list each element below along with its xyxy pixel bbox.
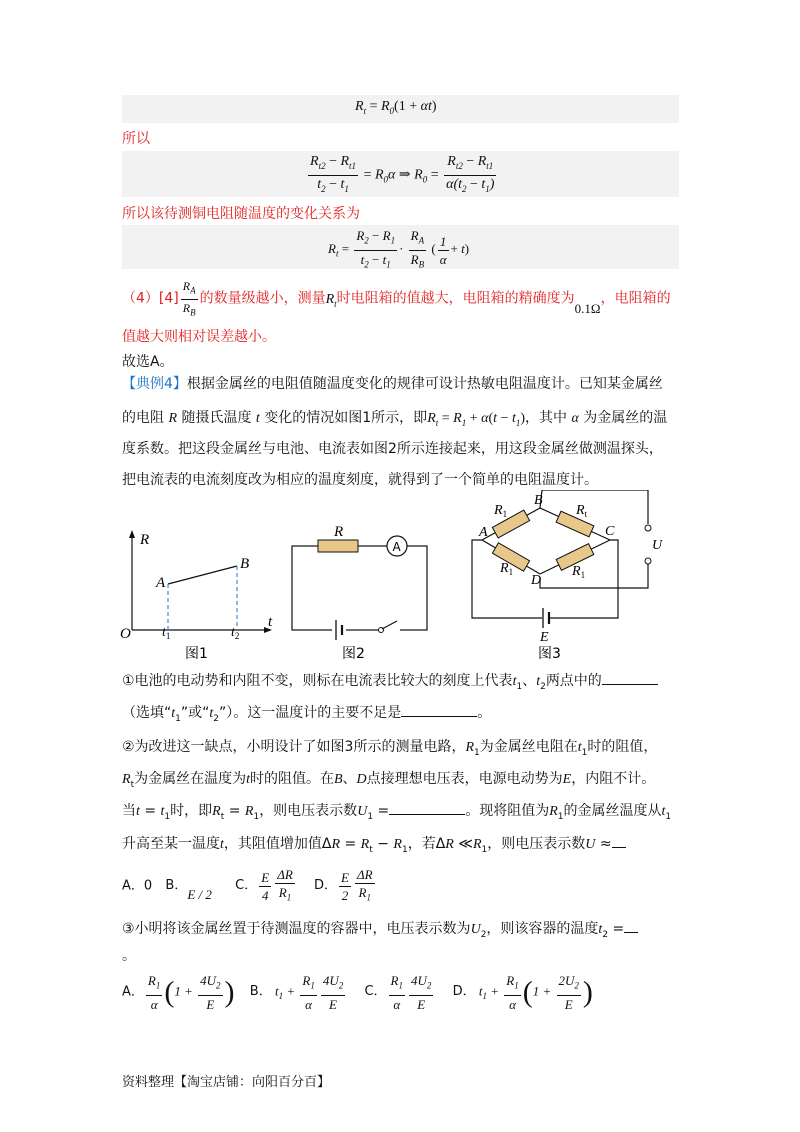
p4-text-b: 的数量级越小，测量 [199,290,326,307]
figure-1 [120,530,273,662]
fig3-rt-label: $R_t$ [576,503,588,519]
option3-a[interactable]: A． [122,984,144,1000]
s2-l3b: 时，即 [170,803,213,819]
s2-l1c: 时的阻值， [587,739,658,755]
p4-label: （4）[4] [122,290,179,307]
text-suoyi: 所以 [122,131,150,147]
s1-e: ”）。这一温度计的主要不足是 [219,705,402,721]
s2-l4a: 升高至某一温度 [122,836,220,852]
options-2: A．0 B．E / 2 C． $\frac{E}{4}$ $\frac{\Delta R}{R_1}$ D． $\frac{E}{2}$ $\frac{\Delta R}{R_1}$ [122,867,373,903]
s2-l1b: 为金属丝电阻在 [479,739,578,755]
option3-c[interactable]: C． [364,984,387,1000]
s2-l3a: 当 [122,803,136,819]
fig2-resistor [318,540,358,552]
p4-text-d: ，电阻箱的 [600,290,671,307]
fig1-t2-label: $t_2$ [231,625,240,641]
fig1-o-label: O [120,626,131,642]
options-3: A． $\frac{R_1}{\alpha}$ (1 + $\frac{4U_2}{E}$ ) B． $t_1$ + $\frac{R_1}{\alpha}$ $\frac{4U_2}{E}$ C． $\frac{R_1}{\alpha}$ $\frac{4U_2}{E}$ D． $t_1$ + $\frac{R_1}{\alpha}$ (1 + $\frac{2U_2}{E}$ ) [122,973,593,1012]
formula-rt-linear: $R_t = R_1 + \alpha(t - t_1)$ [427,411,526,428]
fig1-r-label: R [140,532,150,548]
q-line4: 把电流表的电流刻度改为相应的温度刻度，就得到了一个简单的电阻温度计。 [122,472,598,488]
answer-blank-3[interactable] [389,800,465,815]
s3-period: 。 [122,948,136,964]
q-line1 [122,372,663,396]
s2-l4d: ，则电压表示数 [487,836,586,852]
s2-line3: 当$t = t_1$时，即$R_t = R_1$，则电压表示数$U_1$ = 。现将阻值为$R_1$的金属丝温度从$t_1$ [122,799,671,829]
s2-l3e: 的金属丝温度从 [563,803,662,819]
answer-blank-4[interactable] [612,833,626,848]
text-guxuan: 故选A。 [122,354,174,370]
s1-line1: ①电池的电动势和内阻不变，则标在电流表比较大的刻度上代表$t_1$、$t_2$两点中的 [122,669,658,699]
s2-l2d: ，内阻不计。 [571,771,656,787]
q-l1: 根据金属丝的电阻值随温度变化的规律可设计热敏电阻温度计。已知某金属丝 [186,376,663,392]
figure-2 [292,524,427,662]
s2-l3d: 。现将阻值为 [465,803,550,819]
answer-blank-1[interactable] [602,670,658,685]
option2-a[interactable]: A．0 [122,878,153,894]
figure-3 [472,490,663,662]
q-line2: 的电阻 R 随摄氏温度 t 变化的情况如图1所示，即$R_t = R_1 + \alpha(t - t_1)$，其中 α 为金属丝的温 [122,410,668,428]
fig1-t1-label: $t_1$ [162,625,171,641]
formula-rt-final: $R_t$ = $\frac{R_2 - R_1}{t_2 - t_1}$ · $\frac{R_A}{R_B}$ ( $\frac{1}{\alpha}$ + t) [328,228,470,270]
fig3-r1-top-label: $R_1$ [494,503,508,519]
fig3-r1-left-label: $R_1$ [500,561,514,577]
s2-line1: ②为改进这一缺点，小明设计了如图3所示的测量电路，$R_1$为金属丝电阻在$t_1$时的阻值， [122,739,658,758]
p4-line2: 值越大则相对误差越小。 [122,329,276,345]
s1-a: ①电池的电动势和内阻不变，则标在电流表比较大的刻度上代表 [122,673,513,689]
q-line3: 度系数。把这段金属丝与电池、电流表如图2所示连接起来，用这段金属丝做测温探头， [122,441,663,457]
s2-l4c: ，若 [407,836,436,852]
fig3-r1-right-label: $R_1$ [572,564,586,580]
figures [110,490,670,665]
answer-blank-2[interactable] [401,702,477,717]
s3-line: ③小明将该金属丝置于待测温度的容器中，电压表示数为$U_2$，则该容器的温度$t_2$ = [122,917,638,947]
s2-l2c: 点接理想电压表，电源电动势为 [366,771,563,787]
option3-d[interactable]: D． [452,984,476,1000]
s2-l2b: 时的阻值。在 [249,771,334,787]
fig3-caption: 图3 [538,646,561,662]
option2-b[interactable]: B． [165,878,188,894]
fig3-node-b: B [534,493,543,508]
s2-l2a: 为金属丝在温度为 [134,771,247,787]
q-l2d: ，其中 [525,410,568,426]
option2-d[interactable]: D． [314,878,338,894]
fig3-u-label: U [652,538,663,553]
s1-c: （选填“ [122,705,172,721]
footer-text: 资料整理【淘宝店铺：向阳百分百】 [122,1075,331,1090]
q-l2a: 的电阻 [122,410,164,426]
fig2-r-label: R [334,524,344,540]
fig3-node-d: D [531,573,542,588]
s1-f: 。 [477,705,492,721]
fig3-node-c: C [605,524,615,539]
option2-c[interactable]: C． [235,878,258,894]
formula-r0: $\frac{R_{t2} - R_{t1}}{t_2 - t_1}$ = $R_0\alpha$ ⇒ $R_0$ = $\frac{R_{t2} - R_{t1}}{\alpha(t_2 - t_1)}$ [310,154,495,194]
rt-symbol: $R_t$ [325,291,337,309]
s3-b: ，则该容器的温度 [486,921,599,937]
fig3-node-a: A [479,525,488,540]
s1-d: ”或“ [180,705,210,721]
p4-text-c: 时电阻箱的值越大，电阻箱的精确度为 [336,290,575,307]
q-l2c: 变化的情况如图1所示，即 [264,410,428,426]
s1-b: 两点中的 [545,673,602,689]
q-l2e: 为金属丝的温 [583,410,668,426]
example-label: 【典例4】 [122,376,187,392]
answer-blank-5[interactable] [624,918,638,933]
formula-rt: $R_t = R_0(1 + \alpha t)$ [355,99,437,116]
fig1-a-label: A [156,575,166,591]
fig2-caption: 图2 [342,646,365,662]
fig3-e-label: E [540,630,549,645]
option3-b[interactable]: B． [249,984,272,1000]
s2-line2: $R_t$为金属丝在温度为t时的阻值。在B、D点接理想电压表，电源电动势为E，内阻不计。 [122,771,656,790]
s2-line4: 升高至某一温度t，其阻值增加值$\Delta R = R_t - R_1$，若ΔR $≪R_1$，则电压表示数U ≈ [122,832,626,862]
q-l2b: 随摄氏温度 [181,410,252,426]
option2-b-value: E / 2 [187,887,212,903]
precision-value: 0.1Ω [574,300,601,316]
ra-over-rb: $\frac{R_A}{R_B}$ [182,279,196,318]
fig2-ammeter-label: A [392,540,401,554]
s1-line2: （选填“$t_1$”或“$t_2$”）。这一温度计的主要不足是 。 [122,701,491,731]
fig1-t-axis-label: t [268,614,273,630]
fig1-caption: 图1 [185,646,208,662]
s2-l4b: ，其阻值增加值 [223,836,322,852]
p4-line1 [122,278,671,323]
s2-l1a: ②为改进这一缺点，小明设计了如图3所示的测量电路， [122,739,466,755]
s2-l3c: ，则电压表示数 [259,803,358,819]
s3-a: ③小明将该金属丝置于待测温度的容器中，电压表示数为 [122,921,471,937]
fig3-rt [556,511,594,537]
fig1-b-label: B [240,556,250,572]
text-suoyi2: 所以该待测铜电阻随温度的变化关系为 [122,206,360,222]
